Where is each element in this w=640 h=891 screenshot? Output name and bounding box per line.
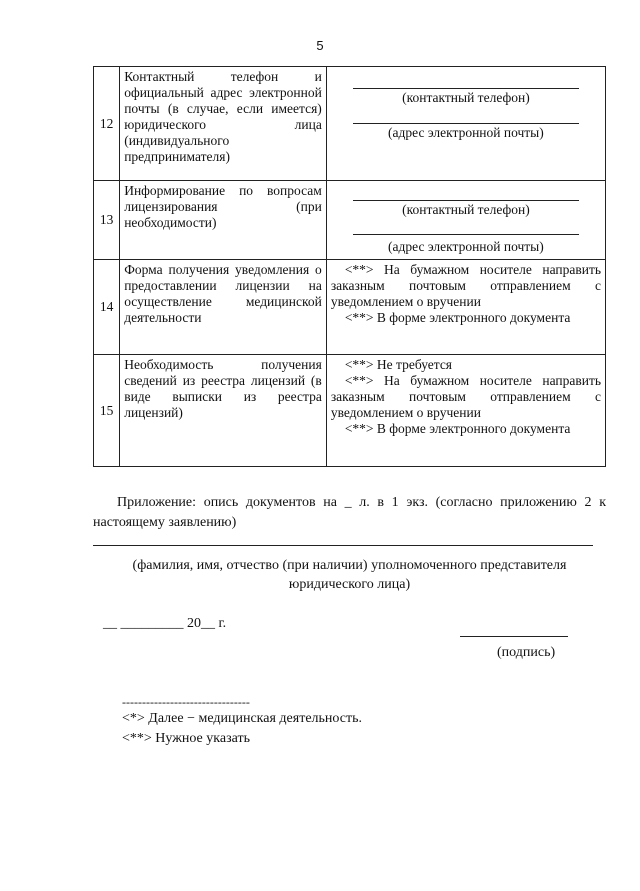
- row-number: 12: [94, 67, 120, 181]
- phone-caption: (контактный телефон): [402, 202, 530, 217]
- email-blank-line[interactable]: [353, 223, 579, 235]
- footnote-1: <*> Далее − медицинская деятельность.: [122, 711, 362, 726]
- footnote-separator: --------------------------------: [122, 695, 250, 709]
- email-caption: (адрес электронной почты): [388, 239, 544, 254]
- option-paper[interactable]: <**> На бумажном носителе направить заказным почтовым отправлением с уведомлением о вручении: [330, 262, 601, 309]
- phone-blank-line[interactable]: [353, 189, 579, 201]
- email-caption: (адрес электронной почты): [388, 125, 544, 140]
- signer-caption: (фамилия, имя, отчество (при наличии) уполномоченного представителя юридического лица): [132, 558, 567, 592]
- table-row: [94, 355, 606, 467]
- license-form-table: [93, 66, 606, 467]
- email-blank-line[interactable]: [353, 112, 579, 124]
- row-label: Необходимость получения сведений из реестра лицензий (в виде выписки из реестра лицензий): [120, 355, 327, 467]
- table-row: [94, 181, 606, 260]
- phone-blank-line[interactable]: [353, 77, 579, 89]
- signature-line[interactable]: [460, 636, 568, 637]
- row-label: Форма получения уведомления о предоставлении лицензии на осуществление медицинской деятельности: [120, 260, 327, 355]
- signature-label: (подпись): [497, 645, 556, 660]
- footnote-2: <**> Нужное указать: [122, 731, 250, 746]
- options-cell: [326, 355, 605, 467]
- row-number: 13: [94, 181, 120, 260]
- table-row: [94, 67, 606, 181]
- table-row: [94, 260, 606, 355]
- row-label: Информирование по вопросам лицензирования (при необходимости): [120, 181, 327, 260]
- appendix-note: Приложение: опись документов на _ л. в 1 экз. (согласно приложению 2 к настоящему заявлению): [93, 495, 606, 530]
- option-electronic[interactable]: <**> В форме электронного документа: [344, 310, 571, 325]
- option-paper[interactable]: <**> На бумажном носителе направить заказным почтовым отправлением с уведомлением о вручении: [330, 373, 601, 420]
- page-number: 5: [316, 38, 324, 53]
- option-electronic[interactable]: <**> В форме электронного документа: [344, 421, 571, 436]
- row-number: 14: [94, 260, 120, 355]
- contact-fields: [326, 67, 605, 181]
- contact-fields: [326, 181, 605, 260]
- options-cell: [326, 260, 605, 355]
- row-number: 15: [94, 355, 120, 467]
- date-line[interactable]: __ _________ 20__ г.: [103, 616, 227, 631]
- phone-caption: (контактный телефон): [402, 90, 530, 105]
- option-not-required[interactable]: <**> Не требуется: [344, 357, 453, 372]
- row-label: Контактный телефон и официальный адрес электронной почты (в случае, если имеется) юридического лица (индивидуального предпринимателя): [120, 67, 327, 181]
- signer-name-line[interactable]: [93, 545, 593, 546]
